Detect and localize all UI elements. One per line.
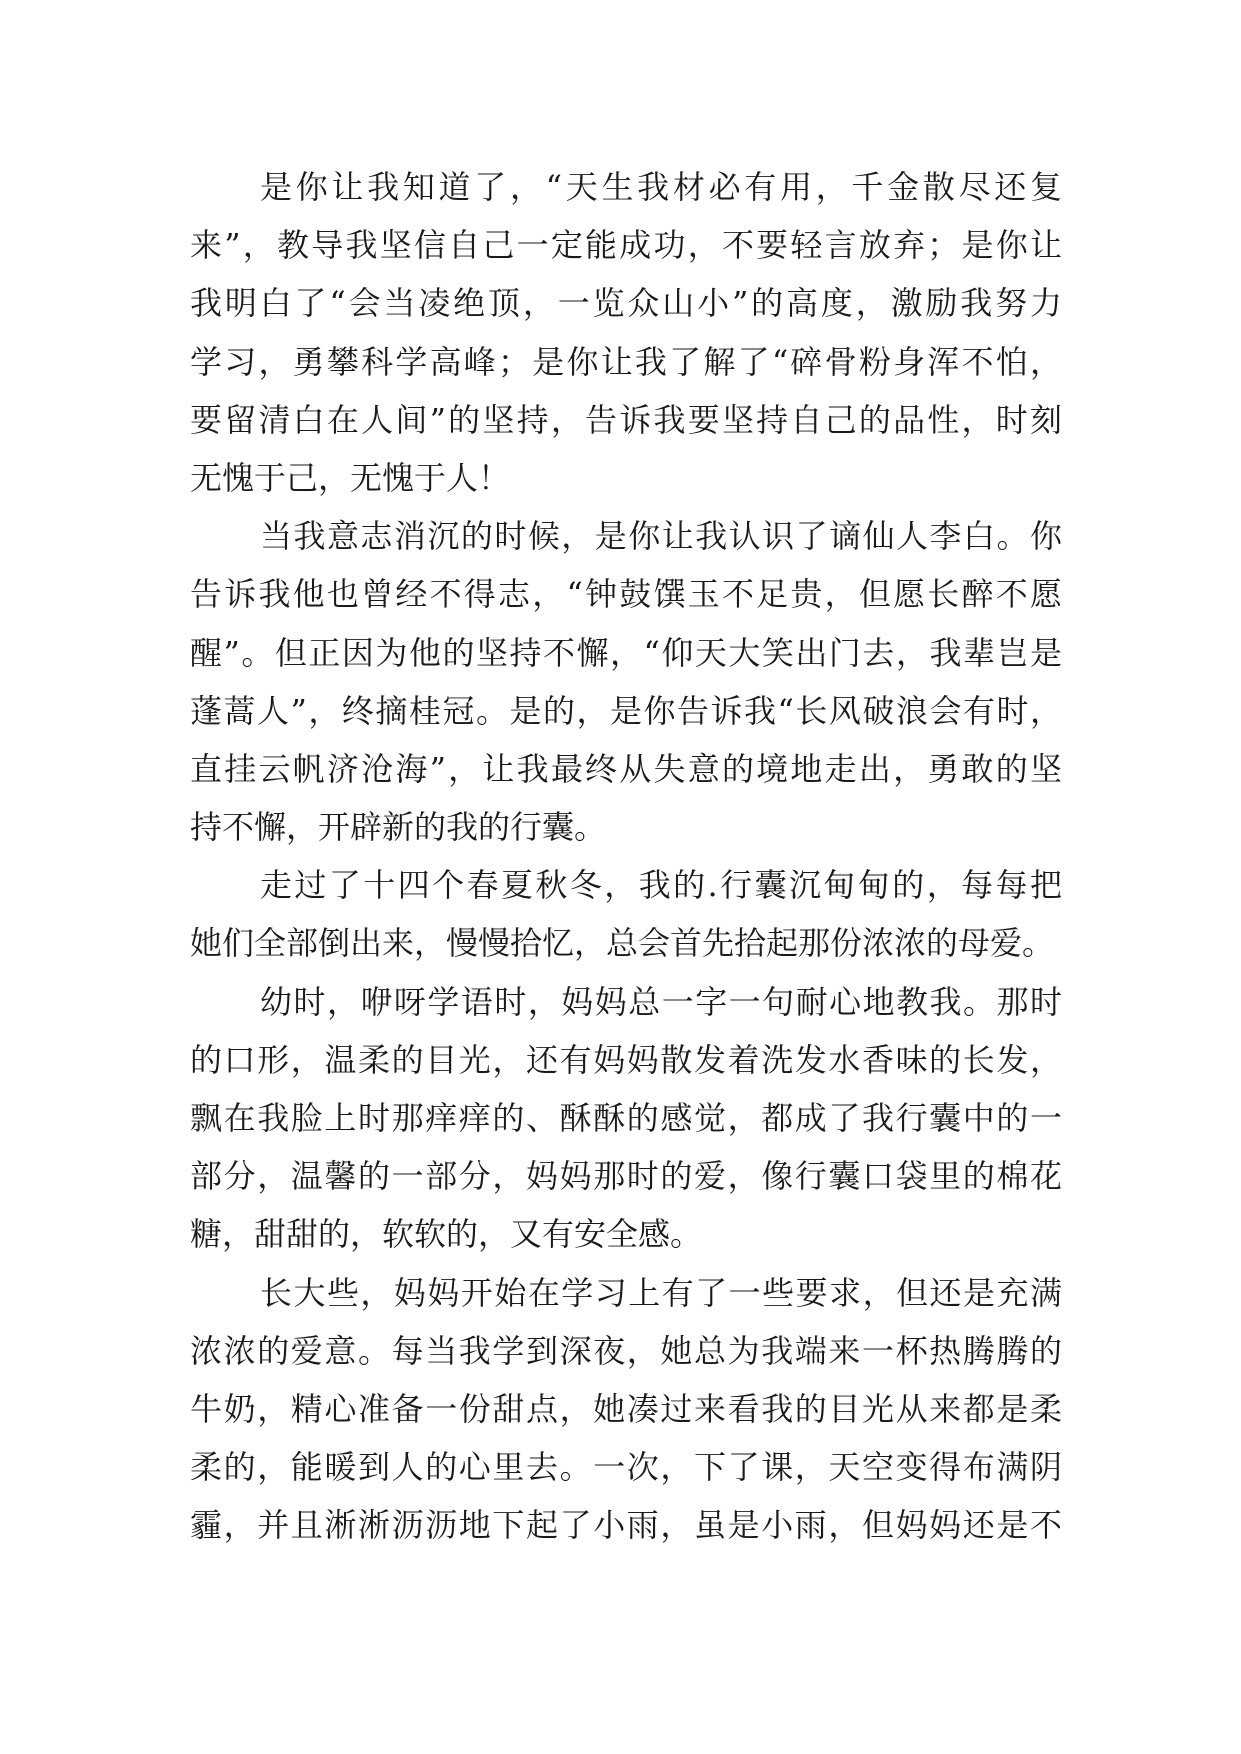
text-line: 无愧于己，无愧于人！ <box>190 458 511 497</box>
text-line: 学习，勇攀科学高峰；是你让我了解了“碎骨粉身浑不怕， <box>190 342 1062 381</box>
text-line: 告诉我他也曾经不得志，“钟鼓馔玉不足贵，但愿长醉不愿 <box>190 575 1062 614</box>
text-line: 持不懈，开辟新的我的行囊。 <box>190 808 607 847</box>
text-line: 当我意志消沉的时候，是你让我认识了谪仙人李白。你 <box>260 517 1062 556</box>
text-line: 直挂云帆济沧海”，让我最终从失意的境地走出，勇敢的坚 <box>190 749 1062 788</box>
text-line: 蓬蒿人”，终摘桂冠。是的，是你告诉我“长风破浪会有时， <box>190 691 1062 730</box>
text-line: 霾，并且淅淅沥沥地下起了小雨，虽是小雨，但妈妈还是不 <box>190 1506 1062 1545</box>
text-line: 柔的，能暖到人的心里去。一次，下了课，天空变得布满阴 <box>190 1448 1062 1487</box>
body-text <box>190 158 1062 1555</box>
text-line: 我明白了“会当凌绝顶，一览众山小”的高度，激励我努力 <box>190 284 1062 323</box>
text-line: 糖，甜甜的，软软的，又有安全感。 <box>190 1215 703 1254</box>
text-line: 牛奶，精心准备一份甜点，她凑过来看我的目光从来都是柔 <box>190 1389 1062 1428</box>
text-line: 她们全部倒出来，慢慢拾忆，总会首先拾起那份浓浓的母爱。 <box>190 924 1055 963</box>
text-line: 的口形，温柔的目光，还有妈妈散发着洗发水香味的长发， <box>190 1040 1062 1079</box>
text-line: 是你让我知道了，“天生我材必有用，千金散尽还复 <box>260 168 1062 206</box>
text-line: 走过了十四个春夏秋冬，我的.行囊沉甸甸的，每每把 <box>260 866 1062 905</box>
text-line: 来”，教导我坚信自己一定能成功，不要轻言放弃；是你让 <box>190 226 1062 265</box>
text-line: 幼时，咿呀学语时，妈妈总一字一句耐心地教我。那时 <box>260 982 1062 1021</box>
text-line: 醒”。但正因为他的坚持不懈，“仰天大笑出门去，我辈岂是 <box>190 633 1062 672</box>
text-line: 长大些，妈妈开始在学习上有了一些要求，但还是充满 <box>260 1273 1062 1312</box>
text-line: 浓浓的爱意。每当我学到深夜，她总为我端来一杯热腾腾的 <box>190 1331 1062 1370</box>
text-line: 要留清白在人间”的坚持，告诉我要坚持自己的品性，时刻 <box>190 400 1062 439</box>
text-line: 部分，温馨的一部分，妈妈那时的爱，像行囊口袋里的棉花 <box>190 1157 1062 1196</box>
text-line: 飘在我脸上时那痒痒的、酥酥的感觉，都成了我行囊中的一 <box>190 1099 1062 1137</box>
